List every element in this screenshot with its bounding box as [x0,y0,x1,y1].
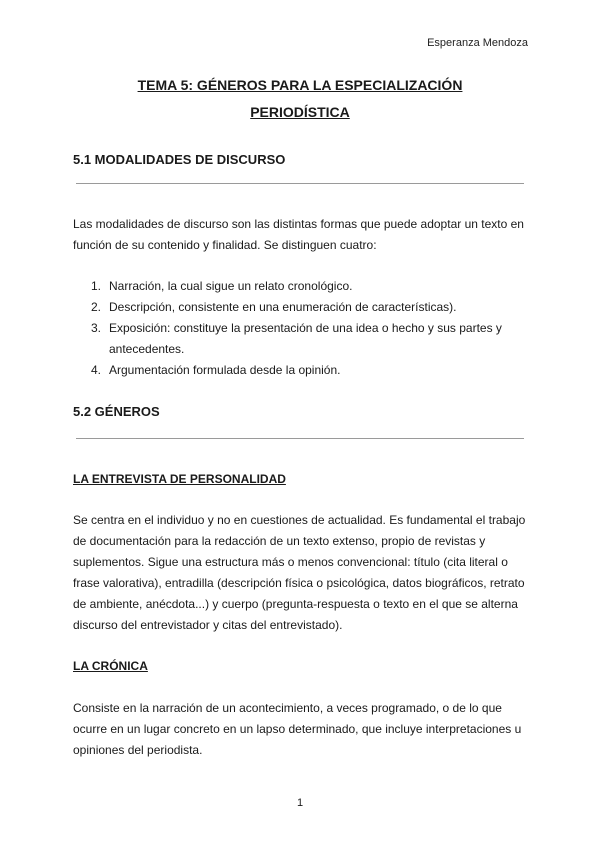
title-line-1: TEMA 5: GÉNEROS PARA LA ESPECIALIZACIÓN [137,77,463,93]
section-1-divider [76,183,524,184]
list-item-text: Exposición: constituye la presentación de una idea o hecho y sus partes y antecedentes. [109,321,502,356]
section-1-heading: 5.1 MODALIDADES DE DISCURSO [73,152,286,167]
list-item [73,297,525,318]
discourse-modes-list [73,276,525,381]
list-item-text: Descripción, consistente en una enumeración de características). [109,300,457,314]
entrevista-heading: LA ENTREVISTA DE PERSONALIDAD [73,472,286,486]
list-item-text: Narración, la cual sigue un relato cronológico. [109,279,353,293]
list-item-number: 1. [91,279,102,293]
list-item-number: 4. [91,363,102,377]
list-item [73,318,525,360]
cronica-heading: LA CRÓNICA [73,659,148,673]
page-title [72,72,528,126]
section-2-divider [76,438,524,439]
section-1-intro: Las modalidades de discurso son las distintas formas que puede adoptar un texto en función de su contenido y finalidad. Se distinguen cuatro: [73,217,524,252]
header-author: Esperanza Mendoza [427,37,528,49]
list-item [73,276,525,297]
list-item-number: 3. [91,321,102,335]
cronica-text: Consiste en la narración de un acontecimiento, a veces programado, o de lo que ocurre en un lugar concreto en un lapso determinado, que incluye interpretaciones u opiniones del periodista. [73,701,522,757]
entrevista-text: Se centra en el individuo y no en cuestiones de actualidad. Es fundamental el trabajo de documentación para la redacción de un texto extenso, propio de revistas y suplementos. Sigue una estructura más o menos convencional: título (cita literal o frase valorativa), entradilla (descripción física o psicológica, datos biográficos, retrato de ambiente, anécdota...) y cuerpo (pregunta-respuesta o texto en el que se alterna discurso del entrevistador y citas del entrevistado). [73,513,526,632]
list-item-number: 2. [91,300,102,314]
section-2-heading: 5.2 GÉNEROS [73,404,160,419]
list-item [73,360,525,381]
page-number: 1 [296,797,304,809]
list-item-text: Argumentación formulada desde la opinión. [109,363,341,377]
title-line-2: PERIODÍSTICA [250,104,350,120]
